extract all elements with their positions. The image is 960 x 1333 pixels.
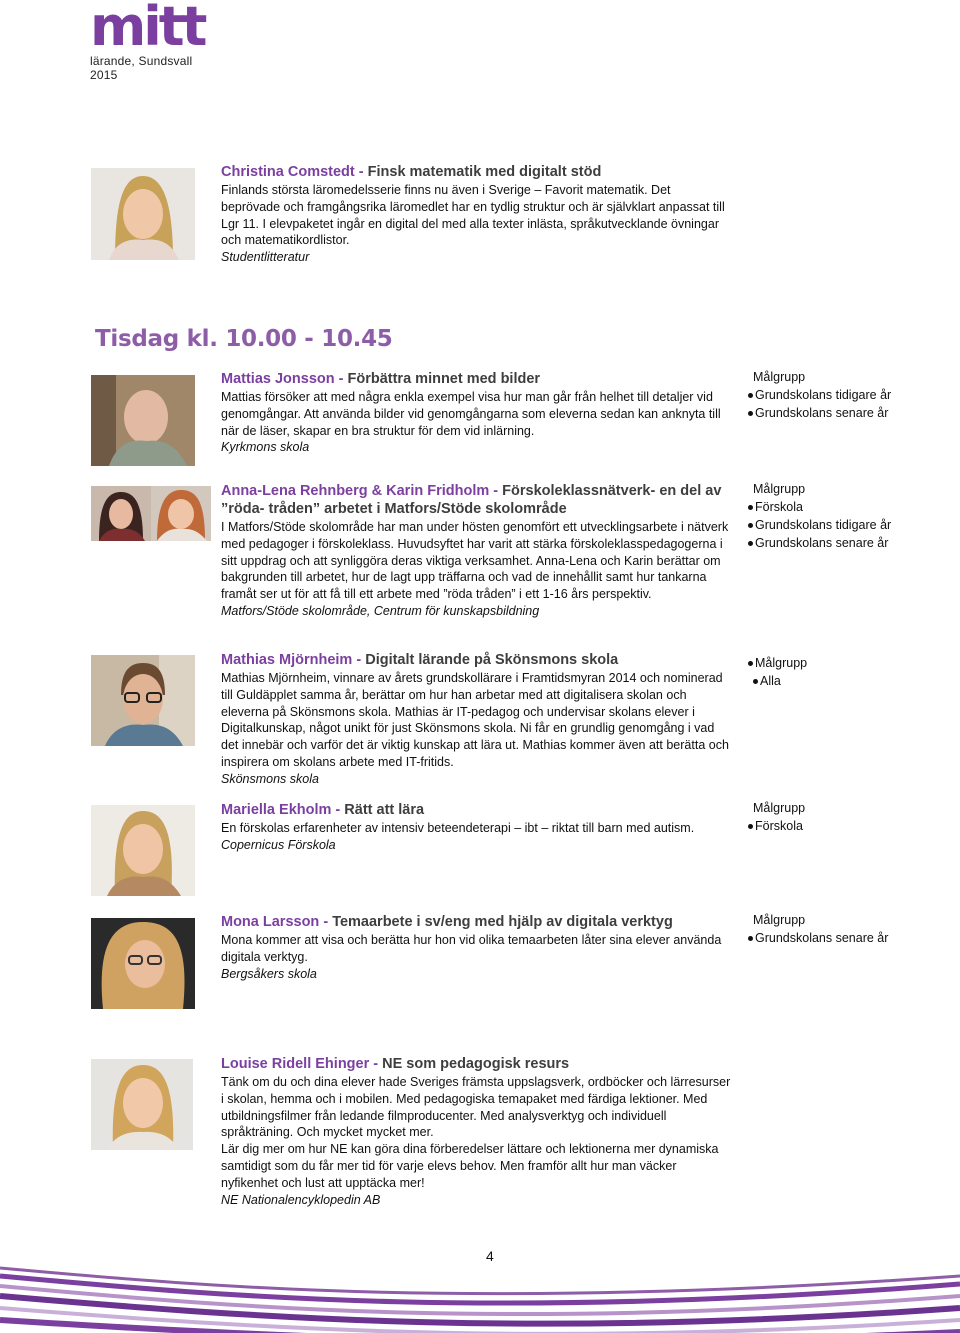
title-separator: - — [331, 802, 345, 818]
bullet-icon — [748, 523, 753, 528]
talk-organization: Matfors/Stöde skolområde, Centrum för kunskapsbildning — [221, 603, 540, 618]
speaker-photo-louise-ridell-ehinger — [91, 1059, 193, 1150]
speaker-photo-karin-fridholm — [151, 486, 211, 541]
talk-organization: Studentlitteratur — [221, 250, 310, 265]
talk-description: Mathias Mjörnheim, vinnare av årets grundskollärare i Framtidsmyran 2014 och nominerad till Guldäpplet samma år, berättar om hur han arbetar med att digitalisera skolan och eleverna på Skönsmons skola. Mathias är IT-pedagog och undervisar skolans elever i Digitalkunskap, något unikt för just Skönsmons skola. Ni får en grundlig genomgång i vad det innebär och varför det är viktig kunskap att lära ut. Mathias kommer även att berätta och inspirera om skolans arbete med IT-fritids. — [221, 671, 729, 769]
title-separator: - — [352, 652, 366, 668]
talk-title — [221, 801, 733, 819]
speaker-name: Louise Ridell Ehinger — [221, 1056, 370, 1072]
talk-topic: Förbättra minnet med bilder — [347, 371, 541, 387]
logo-wordmark: mitt — [90, 0, 205, 58]
talk-organization: NE Nationalencyklopedin AB — [221, 1192, 381, 1207]
logo-subtitle: lärande, Sundsvall 2015 — [90, 54, 193, 82]
logo — [90, 0, 220, 82]
talk-topic: NE som pedagogisk resurs — [382, 1056, 570, 1072]
talk-description: Finlands största läromedelsserie finns nu även i Sverige – Favorit matematik. Det beprövade och framgångsrika läromedlet har en tydlig struktur och är självklart anpassat till Lgr 11. I elevpaketet ingår en digital del med alla texter inlästa, språkutvecklande övningar och matematikordlistor. — [221, 183, 725, 248]
target-audience — [748, 654, 948, 690]
talk-title — [221, 163, 733, 181]
target-audience-label: Målgrupp — [753, 913, 806, 927]
speaker-photo-mathias-mjornheim — [91, 655, 195, 746]
title-separator: - — [369, 1056, 383, 1072]
title-separator: - — [354, 164, 368, 180]
audience-item — [748, 516, 948, 534]
speaker-photo-christina-comstedt — [91, 168, 195, 260]
target-audience-label: Målgrupp — [753, 482, 806, 496]
talk-topic: Rätt att lära — [344, 802, 425, 818]
speaker-name: Mona Larsson — [221, 914, 320, 930]
talk-title — [221, 651, 733, 669]
bullet-icon — [748, 505, 753, 510]
speaker-name: Mattias Jonsson — [221, 371, 335, 387]
talk-mona-larsson — [221, 913, 733, 982]
audience-text: Grundskolans tidigare år — [755, 388, 892, 402]
talk-mathias-mjornheim — [221, 651, 733, 788]
title-separator: - — [489, 483, 503, 499]
title-separator: - — [319, 914, 333, 930]
speaker-photo-mona-larsson — [91, 918, 195, 1009]
audience-text: Grundskolans senare år — [755, 536, 889, 550]
talk-description: Tänk om du och dina elever hade Sveriges främsta uppslagsverk, ordböcker och lärresurser i skolan, hemma och i mobilen. Med pedagogiska temapaket med färdiga lektioner. Med utbildningsfilmer från ledande filmproducenter. Med analysverktyg och individuell språkträning. Och mycket mycket mer. — [221, 1075, 731, 1140]
audience-text: Förskola — [755, 500, 803, 514]
talk-title — [221, 370, 733, 388]
bullet-icon — [748, 661, 753, 666]
bullet-icon — [748, 411, 753, 416]
talk-anna-lena-rehnberg-karin-fridholm — [221, 482, 733, 620]
speaker-photo-mattias-jonsson — [91, 375, 195, 466]
talk-topic: Digitalt lärande på Skönsmons skola — [365, 652, 619, 668]
audience-text: Grundskolans senare år — [755, 406, 889, 420]
audience-item — [748, 386, 948, 404]
bullet-icon — [748, 393, 753, 398]
talk-title — [221, 482, 733, 518]
target-audience-label: Målgrupp — [753, 801, 806, 815]
talk-organization: Copernicus Förskola — [221, 837, 336, 852]
talk-organization: Bergsåkers skola — [221, 966, 317, 981]
talk-description: I Matfors/Stöde skolområde har man under hösten genomfört ett utvecklingsarbete i nätverk med pedagoger i förskoleklass. Huvudsyftet har varit att stärka förskoleklasspedagogerna i sitt uppdrag och att synliggöra deras viktiga verksamhet. Anna-Lena och Karin berättar om bakgrunden till arbetet, hur de lagt upp träffarna och vad de innehållit samt hur tankarna framåt ser ut för att få till ett arbete med ”röda tråden” i ett 1-16 års perspektiv. — [221, 520, 729, 602]
bullet-icon — [748, 936, 753, 941]
talk-description-continued: Lär dig mer om hur NE kan göra dina förberedelser lättare och lektionerna mer dynamiska samtidigt som du får mer tid för varje elevs behov. Men framför allt hur man väcker nyfikenhet och lust att upptäcka mer! — [221, 1142, 719, 1190]
audience-text: Grundskolans tidigare år — [755, 518, 892, 532]
target-audience — [748, 911, 948, 947]
decorative-swoosh — [0, 1240, 960, 1333]
talk-mariella-ekholm — [221, 801, 733, 854]
target-audience-label: Målgrupp — [755, 656, 808, 670]
talk-organization: Kyrkmons skola — [221, 440, 310, 455]
speaker-photo-anna-lena-rehnberg — [91, 486, 151, 541]
speaker-name: Mariella Ekholm — [221, 802, 332, 818]
audience-item — [748, 672, 948, 690]
bullet-icon — [748, 824, 753, 829]
audience-item — [748, 498, 948, 516]
speaker-name: Mathias Mjörnheim — [221, 652, 353, 668]
title-separator: - — [334, 371, 348, 387]
speaker-photo-mariella-ekholm — [91, 805, 195, 896]
target-audience — [748, 480, 948, 552]
page-number: 4 — [486, 1248, 494, 1264]
talk-christina-comstedt — [221, 163, 733, 266]
talk-description: Mattias försöker att med några enkla exempel visa hur man går från helhet till detaljer vid genomgångar. Att använda bilder vid genomgångarna som eleverna sedan kan anknyta till när de läser, skapar en bra struktur för dem vid inlärning. — [221, 390, 721, 438]
audience-item — [748, 929, 948, 947]
talk-title — [221, 1055, 733, 1073]
talk-topic: Temaarbete i sv/eng med hjälp av digitala verktyg — [332, 914, 673, 930]
talk-title — [221, 913, 733, 931]
target-audience — [748, 368, 948, 422]
talk-description: En förskolas erfarenheter av intensiv beteendeterapi – ibt – riktat till barn med autism. — [221, 821, 695, 835]
audience-text: Alla — [760, 674, 781, 688]
bullet-icon — [748, 541, 753, 546]
target-audience — [748, 799, 948, 835]
audience-item — [748, 534, 948, 552]
talk-mattias-jonsson — [221, 370, 733, 456]
talk-topic: Förskoleklassnätverk- en del av ”röda- tråden” arbetet i Matfors/Stöde skolområde — [221, 483, 722, 517]
talk-louise-ridell-ehinger — [221, 1055, 733, 1208]
speaker-name: Anna-Lena Rehnberg & Karin Fridholm — [221, 483, 490, 499]
target-audience-label-item — [748, 654, 948, 672]
talk-topic: Finsk matematik med digitalt stöd — [367, 164, 602, 180]
talk-description: Mona kommer att visa och berätta hur hon vid olika temaarbeten låter sina elever använda digitala verktyg. — [221, 933, 722, 964]
bullet-icon — [753, 679, 758, 684]
target-audience-label: Målgrupp — [753, 370, 806, 384]
talk-organization: Skönsmons skola — [221, 771, 319, 786]
session-heading: Tisdag kl. 10.00 - 10.45 — [95, 326, 393, 352]
audience-item — [748, 404, 948, 422]
audience-item — [748, 817, 948, 835]
audience-text: Förskola — [755, 819, 803, 833]
audience-text: Grundskolans senare år — [755, 931, 889, 945]
speaker-name: Christina Comstedt — [221, 164, 355, 180]
